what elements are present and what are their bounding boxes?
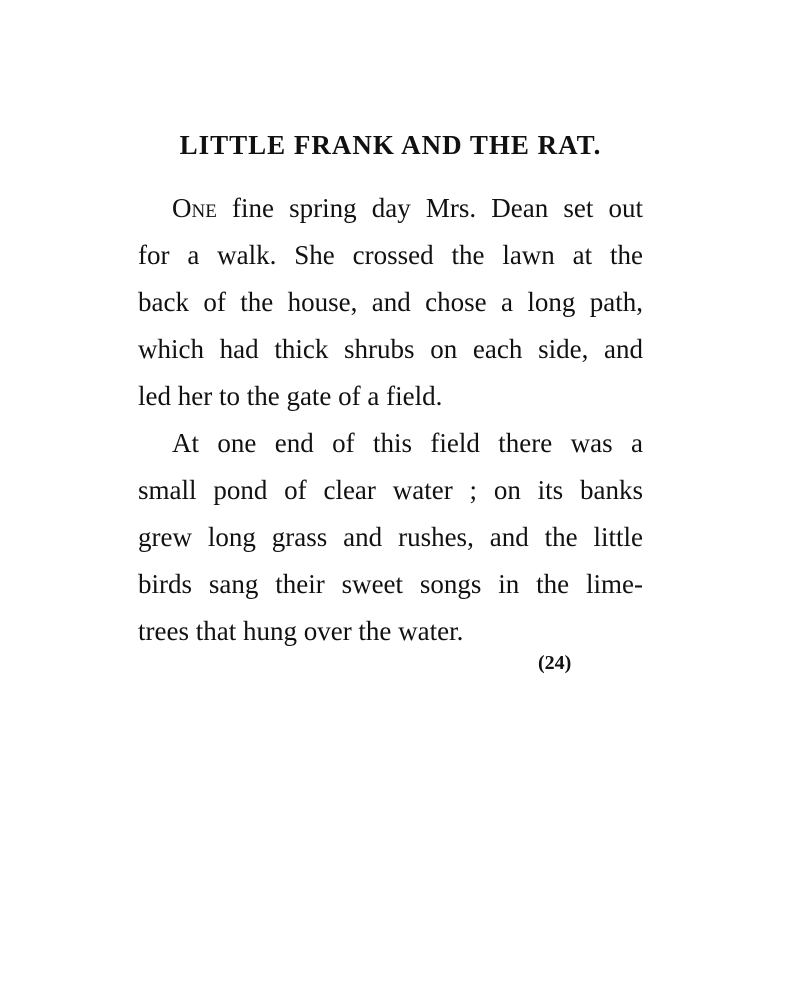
page-body <box>138 130 643 655</box>
paragraph-2 <box>138 420 643 655</box>
text-line: One fine spring day Mrs. Dean set out <box>172 193 643 223</box>
text-line: trees that hung over the water. <box>138 616 464 646</box>
text-line: birds sang their sweet songs in the lime- <box>138 569 643 599</box>
text-line: grew long grass and rushes, and the little <box>138 522 643 552</box>
lead-word: One <box>172 193 217 223</box>
paragraph-1 <box>138 185 643 420</box>
chapter-title: LITTLE FRANK AND THE RAT. <box>179 130 602 160</box>
text-line: back of the house, and chose a long path, <box>138 287 643 317</box>
text-line: At one end of this field there was a <box>172 428 643 458</box>
page-number: (24) <box>538 652 572 674</box>
text-line: small pond of clear water ; on its banks <box>138 475 643 505</box>
text-line: for a walk. She crossed the lawn at the <box>138 240 643 270</box>
text-line: which had thick shrubs on each side, and <box>138 334 643 364</box>
text-line: led her to the gate of a field. <box>138 381 443 411</box>
